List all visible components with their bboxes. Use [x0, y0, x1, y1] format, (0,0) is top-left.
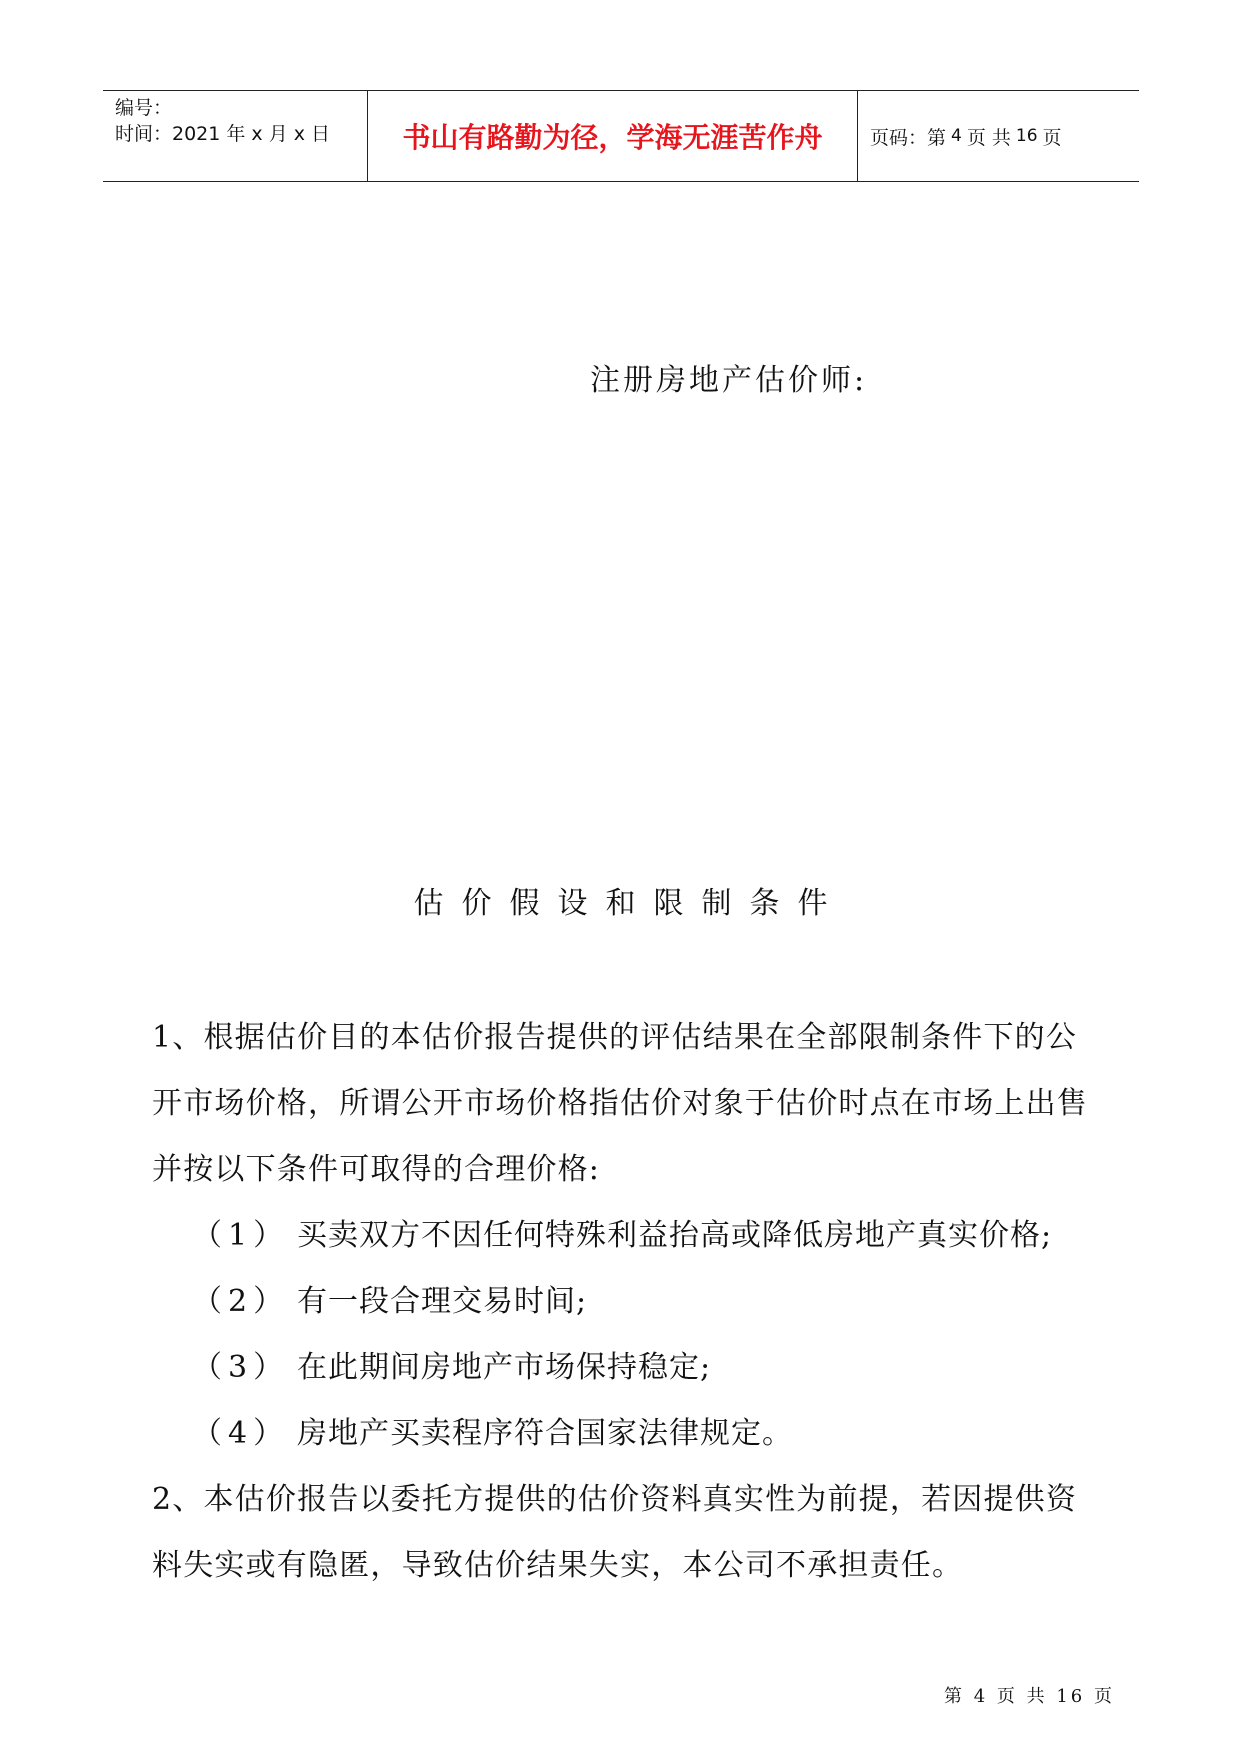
condition-number: （4） [192, 1416, 290, 1451]
condition-text: 买卖双方不因任何特殊利益抬高或降低房地产真实价格; [297, 1218, 1053, 1253]
condition-item [152, 1269, 1092, 1335]
page-mid: 页 共 [966, 126, 1011, 149]
condition-item [152, 1401, 1092, 1467]
condition-number: （1） [192, 1218, 290, 1253]
page-header [103, 90, 1139, 182]
appraiser-signature-label: 注册房地产估价师: [590, 363, 868, 398]
header-meta [103, 91, 368, 181]
condition-number: （2） [192, 1284, 290, 1319]
page-prefix: 页码：第 [870, 126, 947, 149]
paragraph-1: 1、根据估价目的本估价报告提供的评估结果在全部限制条件下的公开市场价格，所谓公开市场价格指估价对象于估价时点在市场上出售并按以下条件可取得的合理价格: [152, 1020, 1088, 1187]
header-motto: 书山有路勤为径，学海无涯苦作舟 [368, 91, 858, 181]
page-suffix: 页 [1042, 126, 1062, 149]
document-body [152, 1005, 1092, 1599]
condition-text: 有一段合理交易时间; [297, 1284, 588, 1319]
section-title: 估价假设和限制条件 [413, 886, 846, 921]
condition-number: （3） [192, 1350, 290, 1385]
page-current: 4 [951, 126, 962, 146]
condition-text: 在此期间房地产市场保持稳定; [297, 1350, 712, 1385]
serial-label: 编号： [115, 97, 173, 119]
page-total: 16 [1015, 126, 1038, 146]
header-page-number [858, 91, 1139, 181]
paragraph-2: 2、本估价报告以委托方提供的估价资料真实性为前提，若因提供资料失实或有隐匿，导致估价结果失实，本公司不承担责任。 [152, 1482, 1078, 1583]
page-footer: 第 4 页 共 16 页 [944, 1686, 1115, 1707]
condition-text: 房地产买卖程序符合国家法律规定。 [297, 1416, 793, 1451]
condition-item [152, 1335, 1092, 1401]
condition-item [152, 1203, 1092, 1269]
time-label: 时间：2021 年 x 月 x 日 [115, 123, 331, 145]
